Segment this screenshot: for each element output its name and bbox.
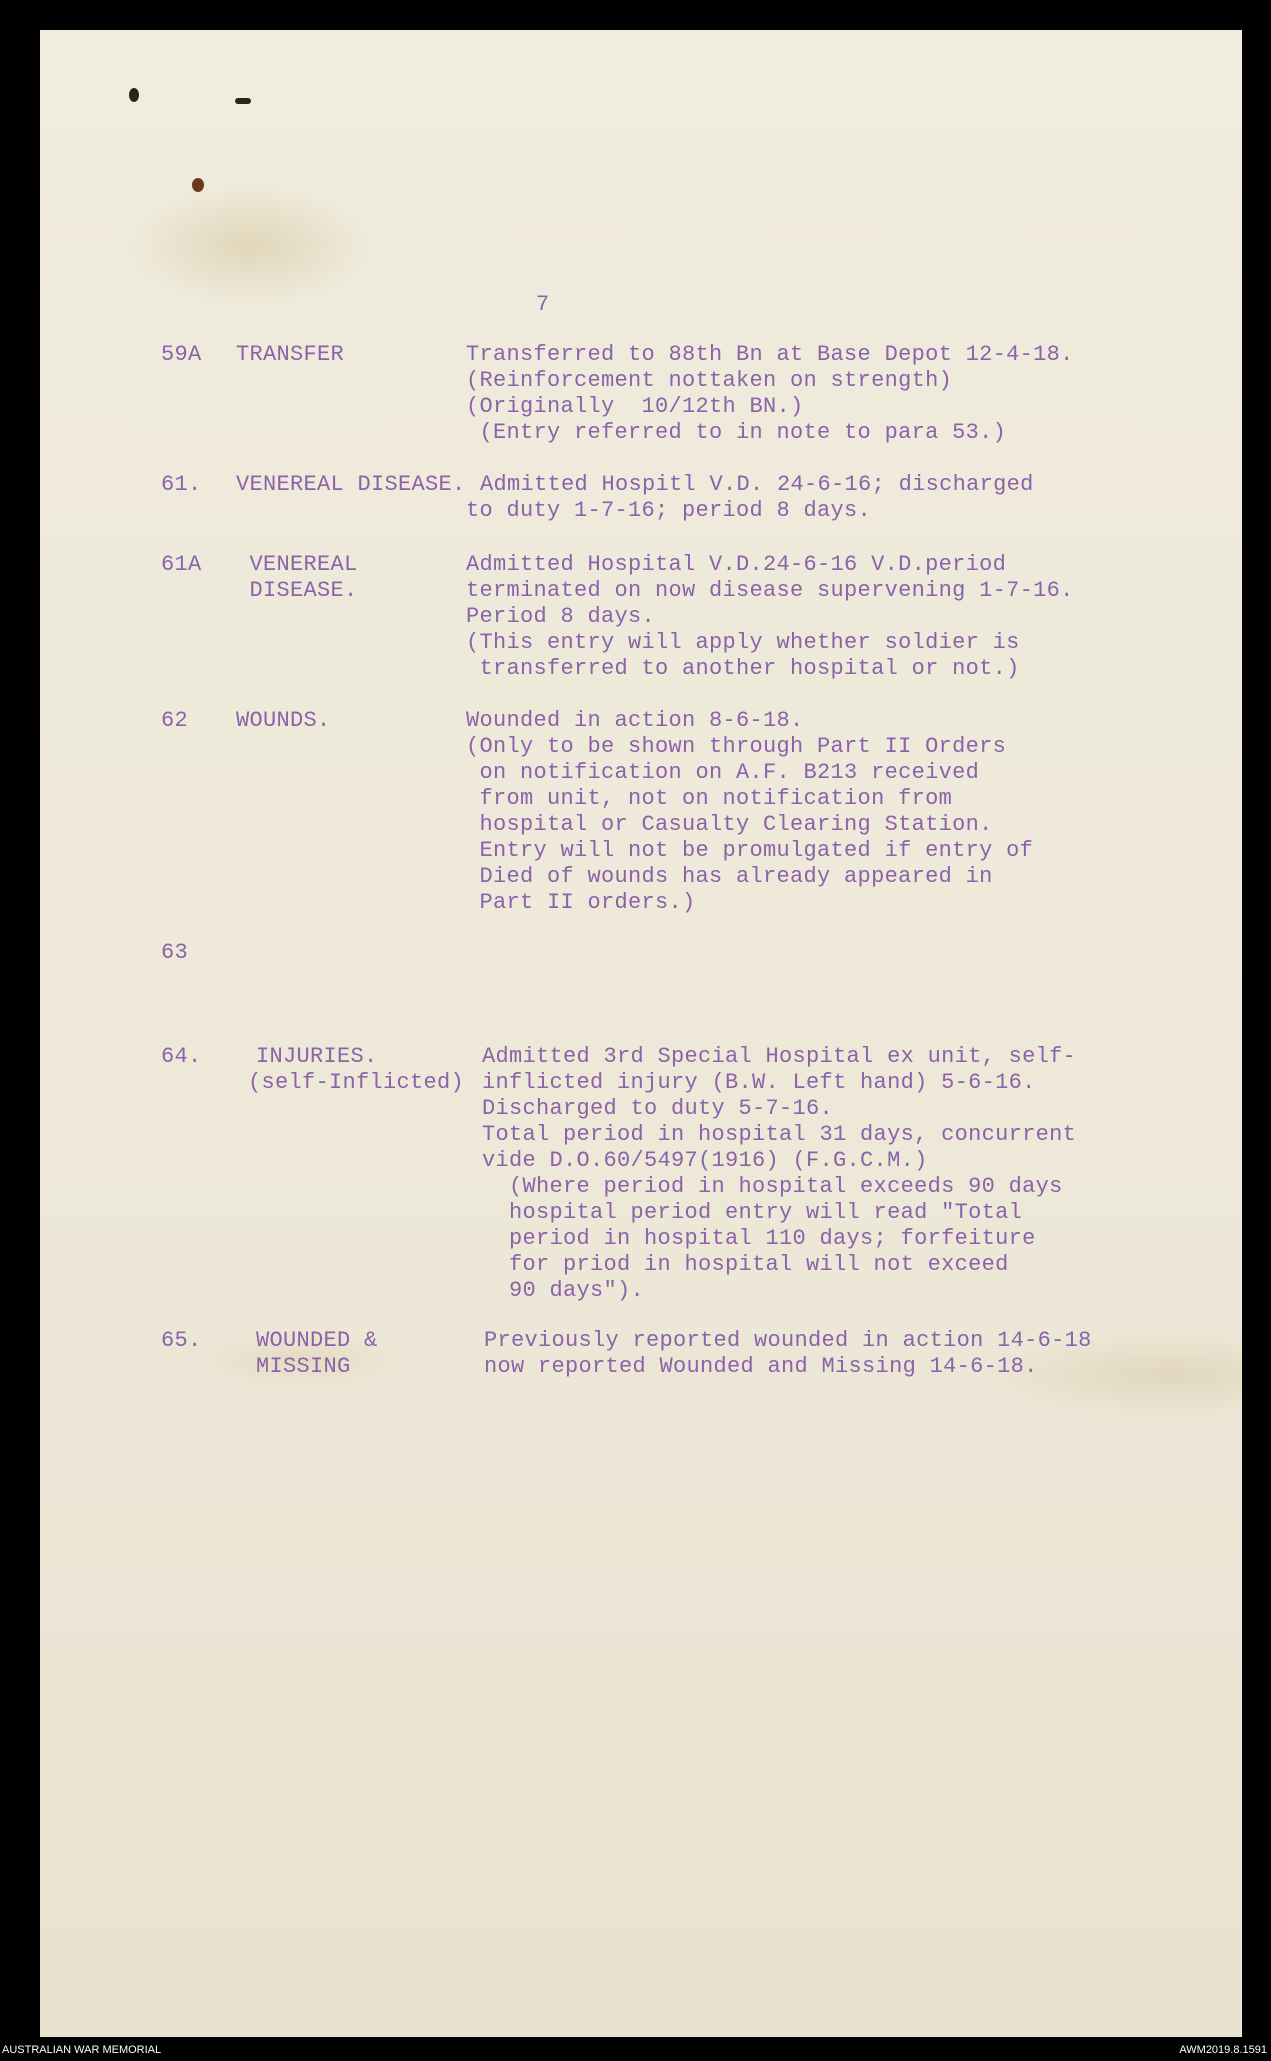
entry-detail-line: from unit, not on notification from	[466, 786, 953, 811]
entry-detail-line: Entry will not be promulgated if entry of	[466, 838, 1034, 863]
entry-number: 63	[161, 940, 189, 965]
entry-detail-line: on notification on A.F. B213 received	[466, 760, 980, 785]
entry-number: 62	[161, 708, 189, 733]
entry-title: VENEREAL	[236, 552, 358, 577]
entry-detail-line: to duty 1-7-16; period 8 days.	[466, 498, 872, 523]
entry-detail-line: Died of wounds has already appeared in	[466, 864, 993, 889]
entry-detail-line: (Originally 10/12th BN.)	[466, 394, 804, 419]
entry-title: DISEASE.	[236, 578, 358, 603]
entry-number: 59A	[161, 342, 202, 367]
entry-number: 64.	[161, 1044, 202, 1069]
entry-number: 61A	[161, 552, 202, 577]
entry-number: 61.	[161, 472, 202, 497]
entry-detail-line: (Only to be shown through Part II Orders	[466, 734, 1007, 759]
entry-detail-line: terminated on now disease supervening 1-7-16.	[466, 578, 1074, 603]
entry-detail-line: Part II orders.)	[466, 890, 696, 915]
archive-credit: AUSTRALIAN WAR MEMORIAL	[2, 2044, 162, 2056]
entry-detail-line: (Entry referred to in note to para 53.)	[466, 420, 1007, 445]
entry-detail-line: Admitted Hospitl V.D. 24-6-16; discharged	[480, 472, 1034, 497]
entry-number: 65.	[161, 1328, 202, 1353]
entry-title: (self-Inflicted)	[248, 1070, 465, 1095]
archive-reference: AWM2019.8.1591	[1179, 2044, 1267, 2056]
punch-hole-mark	[129, 88, 139, 102]
rust-stain-mark	[192, 178, 204, 192]
entry-detail-line: Previously reported wounded in action 14-6-18	[484, 1328, 1092, 1353]
entry-title: MISSING	[256, 1354, 351, 1379]
entry-detail-line: Total period in hospital 31 days, concurrent	[482, 1122, 1077, 1147]
entry-detail-line: inflicted injury (B.W. Left hand) 5-6-16.	[482, 1070, 1036, 1095]
entry-detail-line: Discharged to duty 5-7-16.	[482, 1096, 834, 1121]
entry-detail-line: hospital period entry will read "Total	[482, 1200, 1023, 1225]
entry-title: TRANSFER	[236, 342, 345, 367]
entry-detail-line: now reported Wounded and Missing 14-6-18.	[484, 1354, 1038, 1379]
entry-title: WOUNDED &	[256, 1328, 378, 1353]
entry-detail-line: Admitted Hospital V.D.24-6-16 V.D.period	[466, 552, 1007, 577]
document-page	[40, 30, 1242, 2037]
entry-detail-line: Admitted 3rd Special Hospital ex unit, self-	[482, 1044, 1077, 1069]
entry-detail-line: period in hospital 110 days; forfeiture	[482, 1226, 1036, 1251]
entry-title: INJURIES.	[256, 1044, 378, 1069]
entry-detail-line: Wounded in action 8-6-18.	[466, 708, 804, 733]
entry-title: VENEREAL DISEASE.	[236, 472, 466, 497]
entry-title: WOUNDS.	[236, 708, 331, 733]
page-number: 7	[536, 292, 550, 317]
entry-detail-line: Period 8 days.	[466, 604, 656, 629]
entry-detail-line: (Where period in hospital exceeds 90 days	[482, 1174, 1063, 1199]
entry-detail-line: hospital or Casualty Clearing Station.	[466, 812, 993, 837]
entry-detail-line: 90 days").	[482, 1278, 645, 1303]
entry-detail-line: for priod in hospital will not exceed	[482, 1252, 1009, 1277]
entry-detail-line: (This entry will apply whether soldier is	[466, 630, 1020, 655]
punch-hole-mark	[235, 98, 251, 104]
entry-detail-line: (Reinforcement nottaken on strength)	[466, 368, 953, 393]
entry-detail-line: vide D.O.60/5497(1916) (F.G.C.M.)	[482, 1148, 928, 1173]
entry-detail-line: Transferred to 88th Bn at Base Depot 12-4-18.	[466, 342, 1074, 367]
entry-detail-line: transferred to another hospital or not.)	[466, 656, 1020, 681]
